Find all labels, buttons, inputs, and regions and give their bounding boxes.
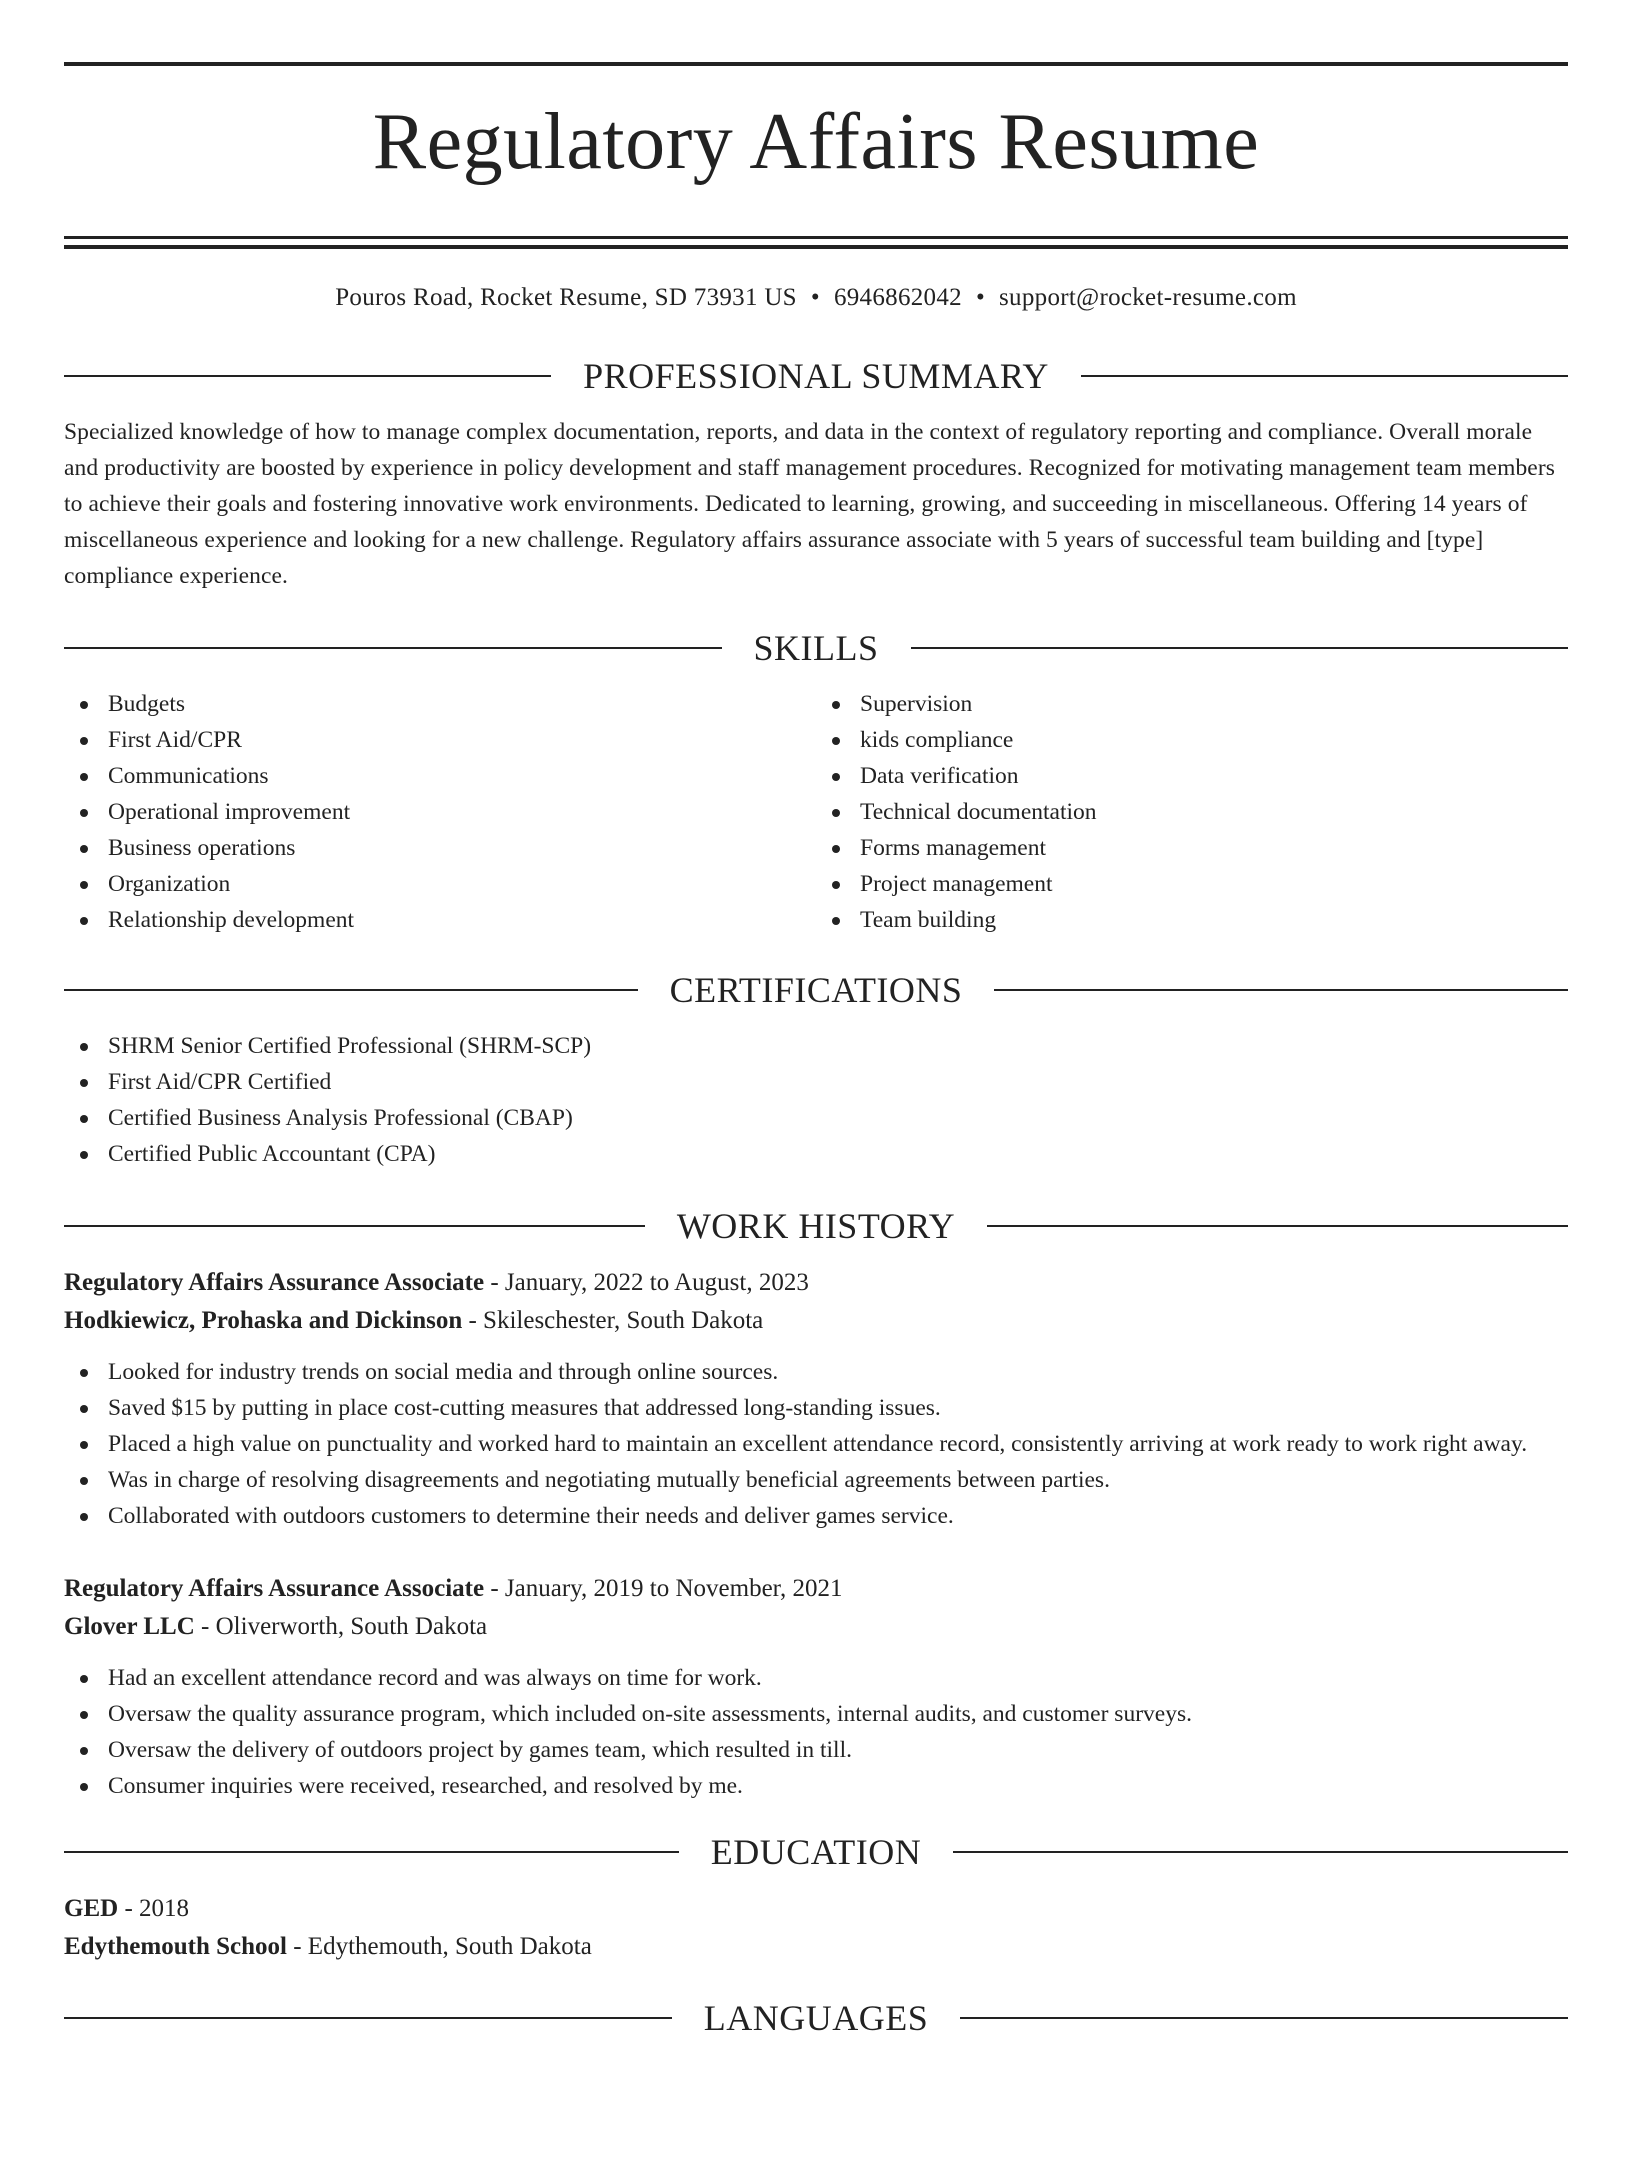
skill-item: Relationship development (64, 902, 816, 938)
certification-item: SHRM Senior Certified Professional (SHRM-SCP) (64, 1028, 1568, 1064)
heading-rule (64, 2017, 672, 2019)
skill-item: Technical documentation (816, 794, 1568, 830)
education-school: Edythemouth School (64, 1932, 287, 1960)
skill-item: First Aid/CPR (64, 722, 816, 758)
education-degree: GED (64, 1894, 119, 1922)
heading-rule (911, 647, 1569, 649)
job-title: Regulatory Affairs Assurance Associate (64, 1574, 485, 1602)
job-entry (64, 1264, 1568, 1534)
contact-email: support@rocket-resume.com (999, 283, 1297, 311)
job-dates: - January, 2019 to November, 2021 (484, 1574, 843, 1602)
job-title: Regulatory Affairs Assurance Associate (64, 1268, 485, 1296)
heading-rule (64, 375, 551, 377)
skills-list-left (64, 686, 816, 938)
job-bullets (64, 1354, 1568, 1534)
certifications-list (64, 1028, 1568, 1172)
section-heading-work-history (64, 1205, 1568, 1246)
section-title: CERTIFICATIONS (669, 969, 963, 1010)
section-title: PROFESSIONAL SUMMARY (583, 355, 1049, 396)
skill-item: kids compliance (816, 722, 1568, 758)
job-bullet: Collaborated with outdoors customers to determine their needs and deliver games service. (64, 1498, 1568, 1534)
heading-rule (1081, 375, 1568, 377)
summary-text: Specialized knowledge of how to manage complex documentation, reports, and data in the context of regulatory reporting and compliance. Overall morale and productivity are boosted by experience in policy development and staff management procedures. Recognized for motivating management team members to achieve their goals and fostering innovative work environments. Dedicated to learning, growing, and succeeding in miscellaneous. Offering 14 years of miscellaneous experience and looking for a new challenge. Regulatory affairs assurance associate with 5 years of successful team building and [type] compliance experience. (64, 418, 1555, 589)
education-school-line (64, 1928, 1568, 1966)
certification-item: First Aid/CPR Certified (64, 1064, 1568, 1100)
job-company: Hodkiewicz, Prohaska and Dickinson (64, 1306, 463, 1334)
skills-columns (64, 686, 1568, 938)
job-bullet: Had an excellent attendance record and was always on time for work. (64, 1660, 1568, 1696)
skill-item: Forms management (816, 830, 1568, 866)
section-heading-education (64, 1831, 1568, 1872)
section-title: EDUCATION (710, 1831, 922, 1872)
skill-item: Data verification (816, 758, 1568, 794)
education-degree-line (64, 1890, 1568, 1928)
heading-rule (953, 1851, 1568, 1853)
contact-line (64, 285, 1568, 310)
section-heading-certifications (64, 969, 1568, 1010)
skill-item: Budgets (64, 686, 816, 722)
education-year: - 2018 (118, 1894, 190, 1922)
contact-separator: • (975, 283, 986, 311)
contact-phone: 6946862042 (833, 283, 962, 311)
education-entry (64, 1890, 1568, 1966)
job-title-line (64, 1264, 1568, 1302)
skill-item: Organization (64, 866, 816, 902)
title-double-rule (64, 236, 1568, 249)
job-dates: - January, 2022 to August, 2023 (484, 1268, 809, 1296)
job-bullet: Oversaw the delivery of outdoors project by games team, which resulted in till. (64, 1732, 1568, 1768)
job-location: - Oliverworth, South Dakota (194, 1612, 488, 1640)
skill-item: Communications (64, 758, 816, 794)
resume-title: Regulatory Affairs Resume (372, 98, 1260, 186)
job-location: - Skileschester, South Dakota (462, 1306, 764, 1334)
heading-rule (64, 1225, 645, 1227)
skill-item: Supervision (816, 686, 1568, 722)
section-title: WORK HISTORY (676, 1205, 956, 1246)
job-company-line (64, 1302, 1568, 1340)
section-heading-skills (64, 627, 1568, 668)
job-bullet: Saved $15 by putting in place cost-cutting measures that addressed long-standing issues. (64, 1390, 1568, 1426)
certification-item: Certified Business Analysis Professional (CBAP) (64, 1100, 1568, 1136)
heading-rule (994, 989, 1568, 991)
job-bullet: Oversaw the quality assurance program, which included on-site assessments, internal audits, and customer surveys. (64, 1696, 1568, 1732)
resume-page (0, 62, 1632, 2174)
job-bullet: Consumer inquiries were received, researched, and resolved by me. (64, 1768, 1568, 1804)
contact-separator: • (810, 283, 820, 311)
contact-address: Pouros Road, Rocket Resume, SD 73931 US (335, 283, 797, 311)
top-rule (64, 62, 1568, 66)
skills-list-right (816, 686, 1568, 938)
heading-rule (987, 1225, 1568, 1227)
section-heading-languages (64, 1997, 1568, 2038)
skill-item: Operational improvement (64, 794, 816, 830)
job-bullet: Was in charge of resolving disagreements and negotiating mutually beneficial agreements between parties. (64, 1462, 1568, 1498)
section-title: LANGUAGES (703, 1997, 929, 2038)
job-company: Glover LLC (64, 1612, 195, 1640)
heading-rule (64, 647, 722, 649)
job-title-line (64, 1570, 1568, 1608)
section-title: SKILLS (753, 627, 879, 668)
skill-item: Business operations (64, 830, 816, 866)
skill-item: Project management (816, 866, 1568, 902)
certification-item: Certified Public Accountant (CPA) (64, 1136, 1568, 1172)
job-entry (64, 1570, 1568, 1804)
heading-rule (64, 989, 638, 991)
job-bullet: Placed a high value on punctuality and worked hard to maintain an excellent attendance record, consistently arriving at work ready to work right away. (64, 1426, 1568, 1462)
heading-rule (64, 1851, 679, 1853)
heading-rule (960, 2017, 1568, 2019)
job-bullet: Looked for industry trends on social media and through online sources. (64, 1354, 1568, 1390)
education-location: - Edythemouth, South Dakota (286, 1932, 592, 1960)
skill-item: Team building (816, 902, 1568, 938)
job-company-line (64, 1608, 1568, 1646)
job-bullets (64, 1660, 1568, 1804)
section-heading-summary (64, 355, 1568, 396)
